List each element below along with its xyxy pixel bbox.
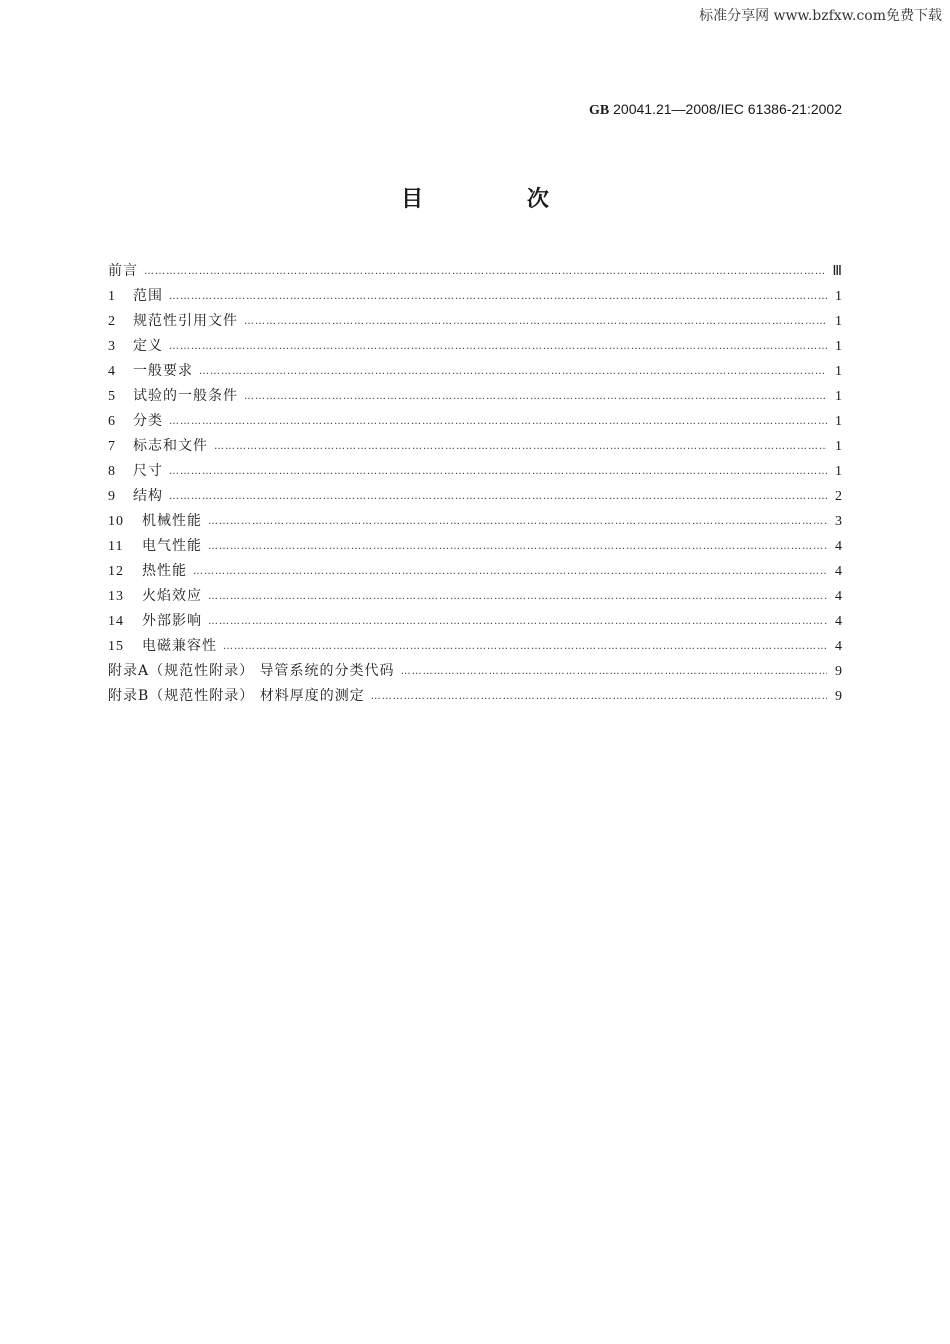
- toc-leader-dots: [144, 259, 826, 284]
- toc-entry-label: 试验的一般条件: [133, 388, 238, 404]
- toc-entry-label: 外部影响: [142, 613, 202, 629]
- toc-entry-page: 1: [835, 464, 843, 479]
- toc-entry-label: 标志和文件: [133, 438, 208, 454]
- toc-leader-dots: [208, 609, 827, 634]
- toc-entry-4[interactable]: [108, 359, 843, 384]
- toc-entry-10[interactable]: [108, 509, 843, 534]
- toc-entry-8[interactable]: [108, 459, 843, 484]
- toc-entry-page: 4: [835, 639, 843, 654]
- page-title: 目 次: [401, 187, 597, 212]
- toc-entry-1[interactable]: [108, 284, 843, 309]
- toc-entry-9[interactable]: [108, 484, 843, 509]
- toc-entry-page: 1: [835, 414, 843, 429]
- toc-entry-page: 2: [835, 489, 843, 504]
- toc-entry-number: 9: [108, 489, 116, 504]
- toc-leader-dots: [169, 284, 827, 309]
- toc-leader-dots: [214, 434, 827, 459]
- toc-entry-number: 8: [108, 464, 116, 479]
- toc-entry-number: 15: [108, 639, 124, 654]
- toc-entry-12[interactable]: [108, 559, 843, 584]
- toc-entry-page: 1: [835, 364, 843, 379]
- toc-entry-3[interactable]: [108, 334, 843, 359]
- toc-entry-page: 9: [835, 664, 843, 679]
- toc-entry-page: 1: [835, 439, 843, 454]
- toc-entry-number: 1: [108, 289, 116, 304]
- toc-entry-6[interactable]: [108, 409, 843, 434]
- toc-entry-label: 规范性引用文件: [133, 313, 238, 329]
- toc-entry-label: 尺寸: [133, 463, 163, 479]
- toc-entry-label: 前言: [108, 263, 138, 279]
- toc-entry-number: 13: [108, 589, 124, 604]
- toc-entry-page: 4: [835, 614, 843, 629]
- toc-entry-number: 12: [108, 564, 124, 579]
- toc-leader-dots: [169, 459, 827, 484]
- toc-entry-13[interactable]: [108, 584, 843, 609]
- toc-entry-appendix-b[interactable]: [108, 684, 843, 709]
- toc-entry-number: 14: [108, 614, 124, 629]
- toc-entry-page: 4: [835, 564, 843, 579]
- toc-entry-label: 火焰效应: [142, 588, 202, 604]
- toc-entry-page: 1: [835, 339, 843, 354]
- toc-entry-label: 附录A（规范性附录） 导管系统的分类代码: [108, 663, 395, 679]
- toc-entry-label: 附录B（规范性附录） 材料厚度的测定: [108, 688, 365, 704]
- toc-entry-number: 2: [108, 314, 116, 329]
- toc-entry-number: 6: [108, 414, 116, 429]
- toc-entry-7[interactable]: [108, 434, 843, 459]
- toc-entry-label: 范围: [133, 288, 163, 304]
- toc-leader-dots: [193, 559, 827, 584]
- toc-entry-label: 机械性能: [142, 513, 202, 529]
- toc-entry-5[interactable]: [108, 384, 843, 409]
- toc-entry-number: 10: [108, 514, 124, 529]
- toc-entry-page: Ⅲ: [832, 264, 843, 279]
- watermark-text: 标准分享网 www.bzfxw.com免费下载: [699, 8, 942, 24]
- toc-entry-label: 结构: [133, 488, 163, 504]
- toc-entry-number: 5: [108, 389, 116, 404]
- toc-entry-page: 9: [835, 689, 843, 704]
- toc-leader-dots: [208, 534, 827, 559]
- table-of-contents: [108, 259, 843, 709]
- toc-entry-15[interactable]: [108, 634, 843, 659]
- toc-entry-preface[interactable]: [108, 259, 843, 284]
- toc-entry-number: 7: [108, 439, 116, 454]
- toc-leader-dots: [169, 409, 827, 434]
- toc-entry-page: 4: [835, 539, 843, 554]
- toc-entry-page: 3: [835, 514, 843, 529]
- toc-entry-label: 热性能: [142, 563, 187, 579]
- toc-leader-dots: [208, 584, 827, 609]
- standard-number: [589, 101, 842, 119]
- toc-entry-page: 1: [835, 289, 843, 304]
- toc-leader-dots: [223, 634, 827, 659]
- toc-leader-dots: [401, 659, 827, 684]
- toc-leader-dots: [208, 509, 827, 534]
- toc-leader-dots: [244, 309, 827, 334]
- toc-entry-page: 1: [835, 314, 843, 329]
- toc-leader-dots: [244, 384, 827, 409]
- toc-entry-number: 4: [108, 364, 116, 379]
- toc-entry-appendix-a[interactable]: [108, 659, 843, 684]
- toc-entry-label: 定义: [133, 338, 163, 354]
- toc-leader-dots: [199, 359, 827, 384]
- toc-entry-label: 电磁兼容性: [142, 638, 217, 654]
- toc-entry-page: 1: [835, 389, 843, 404]
- toc-entry-label: 分类: [133, 413, 163, 429]
- toc-entry-number: 3: [108, 339, 116, 354]
- standard-code: 20041.21—2008/IEC 61386-21:2002: [613, 101, 842, 117]
- toc-entry-label: 电气性能: [142, 538, 202, 554]
- toc-leader-dots: [371, 684, 827, 709]
- toc-entry-page: 4: [835, 589, 843, 604]
- standard-prefix: GB: [589, 103, 610, 118]
- toc-entry-14[interactable]: [108, 609, 843, 634]
- toc-entry-11[interactable]: [108, 534, 843, 559]
- toc-entry-label: 一般要求: [133, 363, 193, 379]
- toc-entry-number: 11: [108, 539, 124, 554]
- toc-leader-dots: [169, 334, 827, 359]
- toc-entry-2[interactable]: [108, 309, 843, 334]
- toc-leader-dots: [169, 484, 827, 509]
